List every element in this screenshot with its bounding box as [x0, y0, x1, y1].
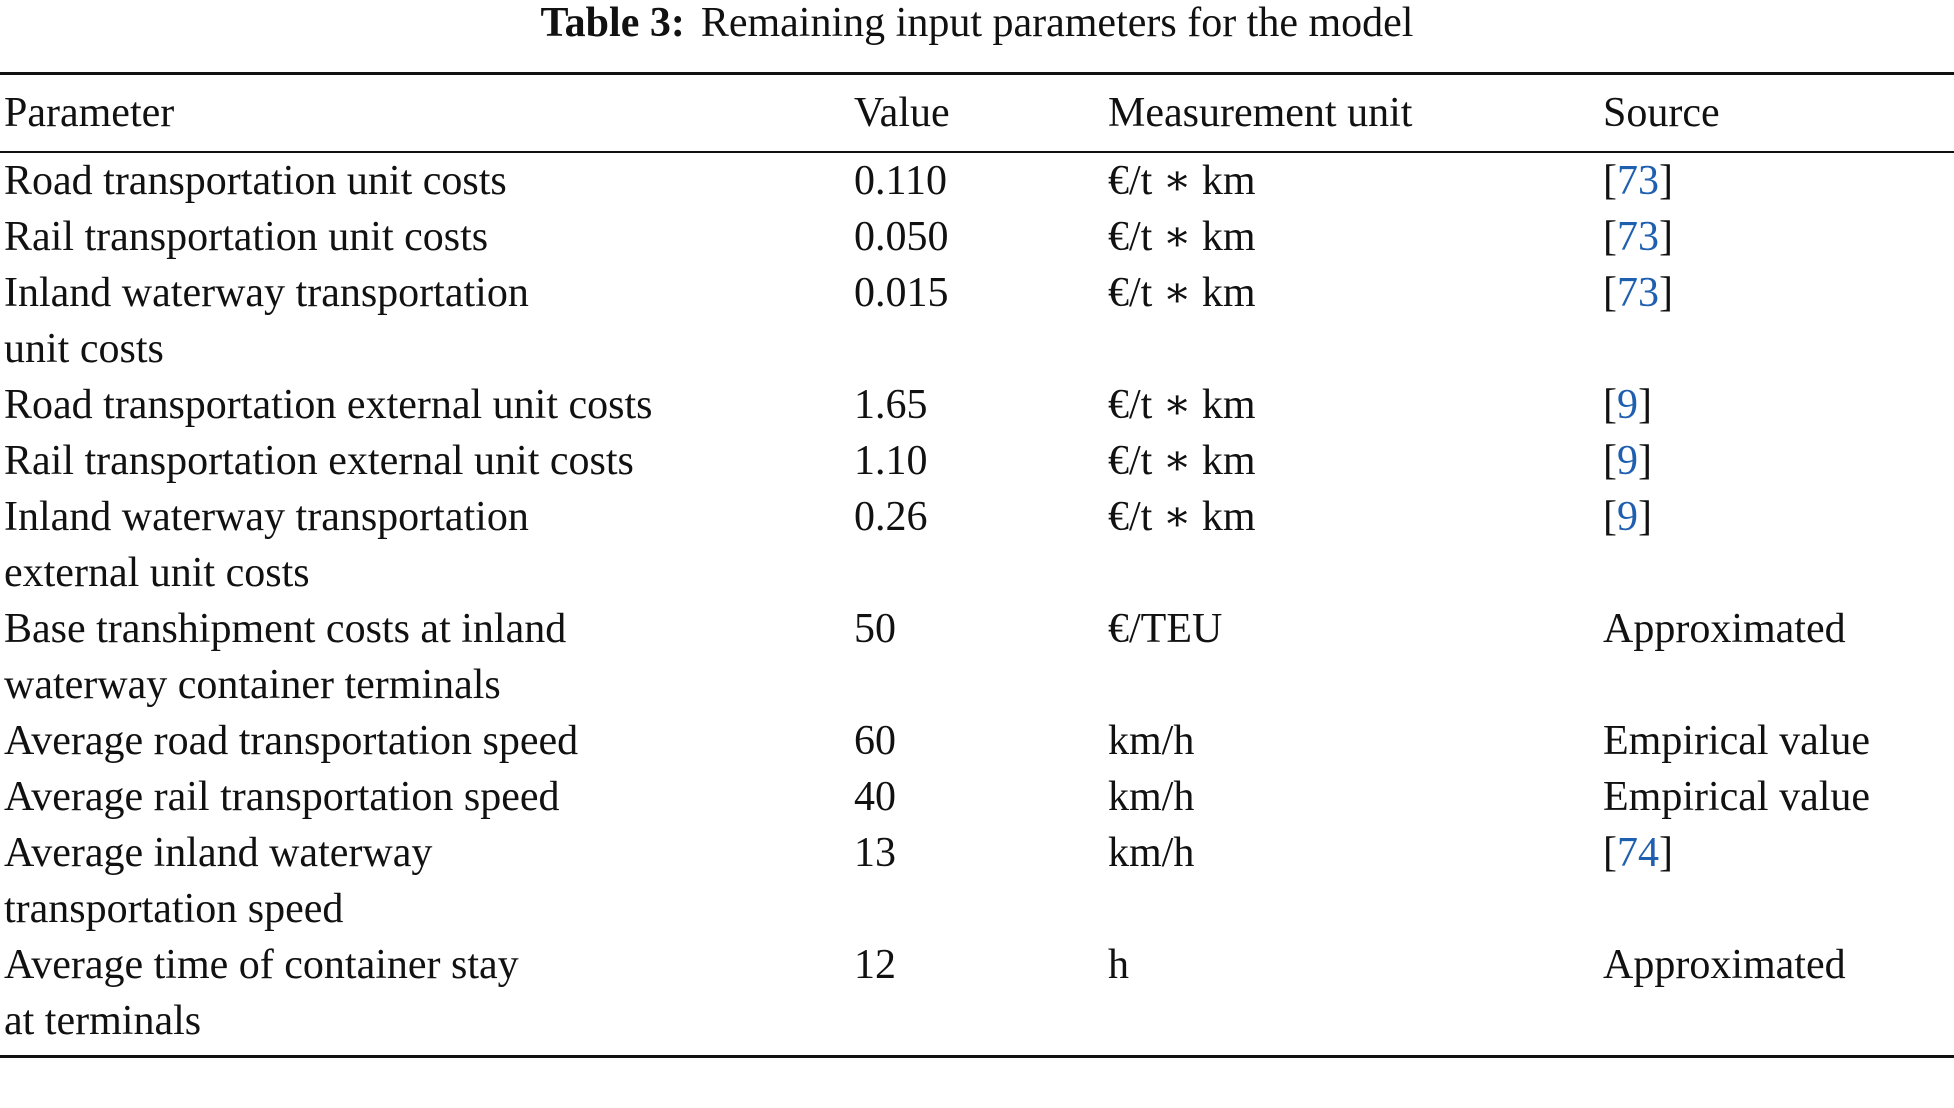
source-cell: [9] — [1603, 438, 1652, 484]
source-cell: [74] — [1603, 830, 1673, 876]
value-cell: 1.65 — [854, 382, 928, 428]
header-measurement-unit: Measurement unit — [1108, 90, 1413, 136]
source-cell — [1599, 769, 1954, 825]
unit-cell: km/h — [1108, 774, 1195, 820]
citation-link[interactable]: 73 — [1617, 158, 1659, 204]
header-value: Value — [854, 90, 950, 136]
unit-cell: h — [1108, 942, 1129, 988]
table-row — [0, 433, 1954, 489]
source-text: Empirical value — [1603, 774, 1871, 820]
source-text: Approximated — [1603, 606, 1846, 652]
parameter-cell: Base transhipment costs at inland waterway container terminals — [4, 606, 567, 708]
table-row — [0, 713, 1954, 769]
parameters-table — [0, 75, 1954, 1049]
value-cell: 50 — [854, 606, 896, 652]
table-row — [0, 153, 1954, 209]
header-source: Source — [1603, 90, 1720, 136]
source-cell: [9] — [1603, 494, 1652, 540]
unit-cell: €/t ∗ km — [1108, 214, 1256, 260]
parameter-cell: Rail transportation external unit costs — [4, 438, 634, 484]
value-cell: 0.015 — [854, 270, 949, 316]
table-row — [0, 489, 1954, 601]
citation-link[interactable]: 73 — [1617, 270, 1659, 316]
table-row — [0, 769, 1954, 825]
source-cell — [1599, 937, 1954, 1049]
source-cell: [9] — [1603, 382, 1652, 428]
parameters-table-container — [0, 72, 1954, 1058]
header-parameter: Parameter — [4, 90, 175, 136]
unit-cell: km/h — [1108, 718, 1195, 764]
parameter-cell: Average time of container stay at terminals — [4, 942, 519, 1044]
citation-link[interactable]: 9 — [1617, 438, 1638, 484]
value-cell: 1.10 — [854, 438, 928, 484]
parameter-cell: Average rail transportation speed — [4, 774, 560, 820]
unit-cell: €/TEU — [1108, 606, 1223, 652]
source-text: Empirical value — [1603, 718, 1871, 764]
value-cell: 0.050 — [854, 214, 949, 260]
source-text: Approximated — [1603, 942, 1846, 988]
bottom-rule — [0, 1055, 1954, 1058]
table-caption-label: Table 3: — [540, 0, 685, 46]
source-cell: [73] — [1603, 270, 1673, 316]
citation-link[interactable]: 9 — [1617, 382, 1638, 428]
unit-cell: €/t ∗ km — [1108, 438, 1256, 484]
table-row — [0, 601, 1954, 713]
value-cell: 40 — [854, 774, 896, 820]
table-caption-text: Remaining input parameters for the model — [700, 0, 1414, 46]
source-cell — [1599, 713, 1954, 769]
value-cell: 13 — [854, 830, 896, 876]
unit-cell: km/h — [1108, 830, 1195, 876]
citation-link[interactable]: 73 — [1617, 214, 1659, 260]
source-cell — [1599, 601, 1954, 713]
value-cell: 60 — [854, 718, 896, 764]
citation-link[interactable]: 74 — [1617, 830, 1659, 876]
table-row — [0, 265, 1954, 377]
value-cell: 0.110 — [854, 158, 947, 204]
table-row — [0, 209, 1954, 265]
parameter-cell: Average road transportation speed — [4, 718, 579, 764]
table-row — [0, 937, 1954, 1049]
table-row — [0, 825, 1954, 937]
header-row — [0, 75, 1954, 151]
unit-cell: €/t ∗ km — [1108, 494, 1256, 540]
value-cell: 12 — [854, 942, 896, 988]
unit-cell: €/t ∗ km — [1108, 158, 1256, 204]
table-row — [0, 377, 1954, 433]
parameter-cell: Rail transportation unit costs — [4, 214, 489, 260]
unit-cell: €/t ∗ km — [1108, 270, 1256, 316]
parameter-cell: Inland waterway transportation unit costs — [4, 270, 529, 372]
value-cell: 0.26 — [854, 494, 928, 540]
table-caption — [0, 0, 1954, 46]
citation-link[interactable]: 9 — [1617, 494, 1638, 540]
parameter-cell: Road transportation external unit costs — [4, 382, 653, 428]
unit-cell: €/t ∗ km — [1108, 382, 1256, 428]
source-cell: [73] — [1603, 158, 1673, 204]
parameter-cell: Average inland waterway transportation speed — [4, 830, 433, 932]
parameter-cell: Road transportation unit costs — [4, 158, 507, 204]
source-cell: [73] — [1603, 214, 1673, 260]
table-body — [0, 151, 1954, 1049]
parameter-cell: Inland waterway transportation external unit costs — [4, 494, 529, 596]
